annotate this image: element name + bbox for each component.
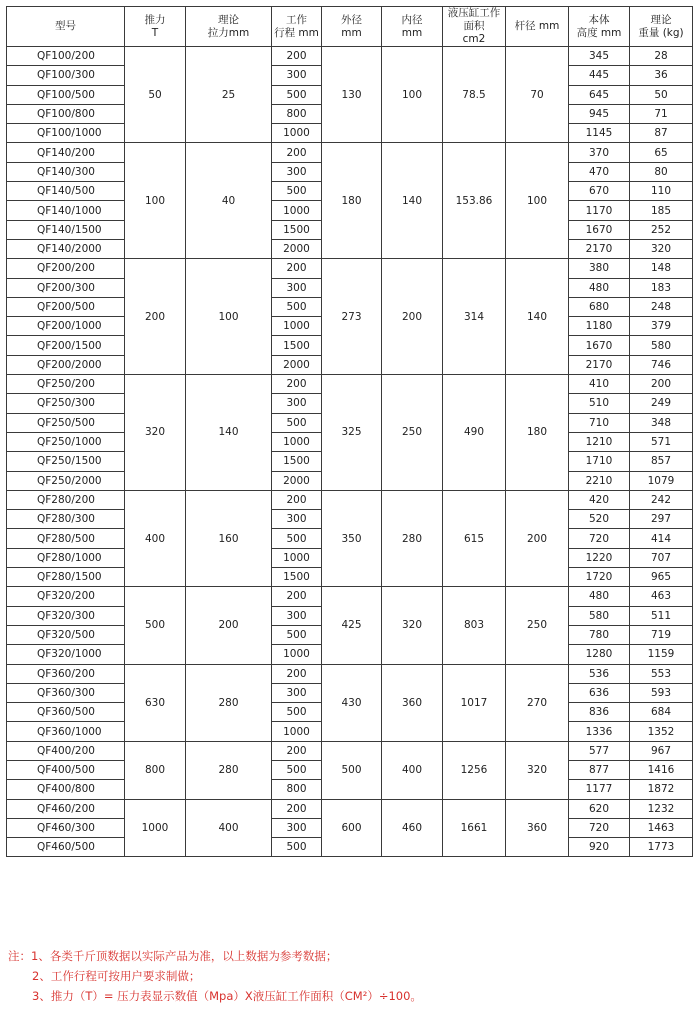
cell-weight: 379 — [630, 317, 693, 336]
header-pull-line: 拉力mm — [207, 26, 250, 39]
cell-model: QF280/200 — [7, 490, 125, 509]
cell-height: 445 — [569, 66, 630, 85]
cell-stroke: 200 — [272, 799, 322, 818]
cell-height: 580 — [569, 606, 630, 625]
cell-stroke: 1500 — [272, 220, 322, 239]
cell-model: QF460/300 — [7, 818, 125, 837]
jack-spec-table — [6, 6, 693, 857]
cell-thrust: 320 — [125, 375, 186, 491]
cell-weight: 1159 — [630, 645, 693, 664]
cell-model: QF280/1000 — [7, 548, 125, 567]
cell-area: 78.5 — [443, 47, 506, 143]
cell-weight: 80 — [630, 162, 693, 181]
cell-weight: 1352 — [630, 722, 693, 741]
cell-weight: 242 — [630, 490, 693, 509]
header-model — [7, 7, 125, 47]
cell-height: 1336 — [569, 722, 630, 741]
table-header-row — [7, 7, 693, 47]
cell-height: 345 — [569, 47, 630, 66]
cell-weight: 571 — [630, 432, 693, 451]
table-row — [7, 741, 693, 760]
cell-rod: 70 — [506, 47, 569, 143]
cell-thrust: 1000 — [125, 799, 186, 857]
cell-weight: 36 — [630, 66, 693, 85]
cell-height: 577 — [569, 741, 630, 760]
cell-weight: 1232 — [630, 799, 693, 818]
cell-area: 1017 — [443, 664, 506, 741]
cell-stroke: 200 — [272, 490, 322, 509]
cell-model: QF400/500 — [7, 760, 125, 779]
cell-od: 430 — [322, 664, 382, 741]
cell-model: QF200/500 — [7, 297, 125, 316]
cell-height: 780 — [569, 625, 630, 644]
cell-weight: 185 — [630, 201, 693, 220]
cell-weight: 553 — [630, 664, 693, 683]
cell-height: 1210 — [569, 432, 630, 451]
table-row — [7, 47, 693, 66]
cell-stroke: 300 — [272, 510, 322, 529]
cell-model: QF100/300 — [7, 66, 125, 85]
header-pull-line: 理论 — [218, 13, 239, 26]
cell-model: QF360/1000 — [7, 722, 125, 741]
cell-stroke: 200 — [272, 664, 322, 683]
cell-stroke: 200 — [272, 375, 322, 394]
cell-stroke: 200 — [272, 259, 322, 278]
cell-model: QF250/2000 — [7, 471, 125, 490]
cell-weight: 580 — [630, 336, 693, 355]
cell-area: 803 — [443, 587, 506, 664]
cell-rod: 200 — [506, 490, 569, 586]
cell-model: QF280/1500 — [7, 568, 125, 587]
cell-weight: 200 — [630, 375, 693, 394]
cell-weight: 252 — [630, 220, 693, 239]
cell-height: 510 — [569, 394, 630, 413]
header-pull — [186, 7, 272, 47]
header-od-line: mm — [341, 26, 362, 39]
cell-weight: 248 — [630, 297, 693, 316]
header-stroke-line: 工作 — [286, 13, 307, 26]
header-od — [322, 7, 382, 47]
cell-model: QF200/300 — [7, 278, 125, 297]
cell-model: QF140/500 — [7, 182, 125, 201]
cell-stroke: 500 — [272, 182, 322, 201]
cell-id: 320 — [382, 587, 443, 664]
cell-weight: 707 — [630, 548, 693, 567]
cell-id: 460 — [382, 799, 443, 857]
cell-stroke: 2000 — [272, 239, 322, 258]
cell-thrust: 200 — [125, 259, 186, 375]
cell-thrust: 50 — [125, 47, 186, 143]
cell-od: 130 — [322, 47, 382, 143]
cell-id: 250 — [382, 375, 443, 491]
header-weight-line: 理论 — [650, 13, 672, 26]
cell-height: 2170 — [569, 355, 630, 374]
cell-height: 945 — [569, 104, 630, 123]
cell-od: 325 — [322, 375, 382, 491]
cell-model: QF360/300 — [7, 683, 125, 702]
cell-weight: 746 — [630, 355, 693, 374]
cell-rod: 100 — [506, 143, 569, 259]
cell-height: 1170 — [569, 201, 630, 220]
table-row — [7, 143, 693, 162]
cell-stroke: 1000 — [272, 722, 322, 741]
cell-height: 480 — [569, 278, 630, 297]
header-stroke — [272, 7, 322, 47]
cell-stroke: 300 — [272, 66, 322, 85]
cell-model: QF320/300 — [7, 606, 125, 625]
cell-stroke: 300 — [272, 606, 322, 625]
cell-height: 645 — [569, 85, 630, 104]
cell-weight: 1773 — [630, 838, 693, 857]
cell-model: QF250/200 — [7, 375, 125, 394]
cell-od: 273 — [322, 259, 382, 375]
cell-stroke: 1000 — [272, 201, 322, 220]
cell-weight: 50 — [630, 85, 693, 104]
cell-stroke: 500 — [272, 703, 322, 722]
cell-stroke: 1500 — [272, 568, 322, 587]
cell-weight: 511 — [630, 606, 693, 625]
cell-area: 1256 — [443, 741, 506, 799]
cell-height: 370 — [569, 143, 630, 162]
cell-model: QF280/500 — [7, 529, 125, 548]
cell-od: 425 — [322, 587, 382, 664]
cell-height: 1180 — [569, 317, 630, 336]
note-line-1: 注：1、各类千斤顶数据以实际产品为准，以上数据为参考数据； — [8, 949, 338, 963]
cell-weight: 148 — [630, 259, 693, 278]
cell-area: 1661 — [443, 799, 506, 857]
cell-weight: 684 — [630, 703, 693, 722]
table-body — [7, 47, 693, 857]
header-stroke-line: 行程 mm — [274, 26, 319, 39]
cell-weight: 967 — [630, 741, 693, 760]
cell-height: 710 — [569, 413, 630, 432]
header-height — [569, 7, 630, 47]
header-weight — [630, 7, 693, 47]
cell-id: 200 — [382, 259, 443, 375]
cell-stroke: 300 — [272, 394, 322, 413]
header-weight-line: 重量 (kg) — [638, 26, 684, 39]
table-row — [7, 490, 693, 509]
cell-stroke: 2000 — [272, 471, 322, 490]
cell-od: 500 — [322, 741, 382, 799]
cell-stroke: 300 — [272, 818, 322, 837]
cell-thrust: 100 — [125, 143, 186, 259]
cell-pull: 100 — [186, 259, 272, 375]
cell-model: QF460/500 — [7, 838, 125, 857]
cell-weight: 965 — [630, 568, 693, 587]
cell-stroke: 500 — [272, 760, 322, 779]
cell-height: 2170 — [569, 239, 630, 258]
cell-stroke: 200 — [272, 741, 322, 760]
cell-area: 153.86 — [443, 143, 506, 259]
cell-od: 350 — [322, 490, 382, 586]
cell-height: 1670 — [569, 336, 630, 355]
cell-model: QF140/200 — [7, 143, 125, 162]
cell-model: QF100/500 — [7, 85, 125, 104]
header-id — [382, 7, 443, 47]
header-height-line: 本体 — [588, 13, 610, 26]
cell-height: 420 — [569, 490, 630, 509]
cell-model: QF320/500 — [7, 625, 125, 644]
cell-model: QF400/800 — [7, 780, 125, 799]
cell-weight: 463 — [630, 587, 693, 606]
cell-thrust: 800 — [125, 741, 186, 799]
cell-model: QF100/200 — [7, 47, 125, 66]
cell-pull: 280 — [186, 664, 272, 741]
cell-model: QF140/300 — [7, 162, 125, 181]
cell-height: 620 — [569, 799, 630, 818]
cell-height: 1720 — [569, 568, 630, 587]
cell-stroke: 1000 — [272, 432, 322, 451]
cell-stroke: 800 — [272, 780, 322, 799]
cell-pull: 25 — [186, 47, 272, 143]
cell-pull: 160 — [186, 490, 272, 586]
cell-thrust: 400 — [125, 490, 186, 586]
cell-stroke: 1000 — [272, 124, 322, 143]
cell-height: 520 — [569, 510, 630, 529]
cell-stroke: 300 — [272, 683, 322, 702]
cell-rod: 360 — [506, 799, 569, 857]
cell-model: QF360/500 — [7, 703, 125, 722]
cell-rod: 180 — [506, 375, 569, 491]
cell-height: 920 — [569, 838, 630, 857]
cell-model: QF200/200 — [7, 259, 125, 278]
cell-rod: 270 — [506, 664, 569, 741]
cell-model: QF140/1500 — [7, 220, 125, 239]
cell-stroke: 1500 — [272, 452, 322, 471]
cell-weight: 110 — [630, 182, 693, 201]
cell-weight: 28 — [630, 47, 693, 66]
cell-rod: 140 — [506, 259, 569, 375]
header-model-line: 型号 — [55, 20, 76, 32]
header-area-line: cm2 — [462, 33, 486, 45]
cell-weight: 1463 — [630, 818, 693, 837]
cell-model: QF200/2000 — [7, 355, 125, 374]
cell-stroke: 500 — [272, 413, 322, 432]
cell-weight: 414 — [630, 529, 693, 548]
cell-thrust: 630 — [125, 664, 186, 741]
cell-stroke: 300 — [272, 162, 322, 181]
cell-stroke: 1000 — [272, 645, 322, 664]
cell-height: 1220 — [569, 548, 630, 567]
cell-stroke: 500 — [272, 529, 322, 548]
cell-weight: 1079 — [630, 471, 693, 490]
header-area — [443, 7, 506, 47]
cell-weight: 71 — [630, 104, 693, 123]
cell-id: 400 — [382, 741, 443, 799]
header-thrust-line: 推力 — [144, 13, 166, 26]
cell-weight: 593 — [630, 683, 693, 702]
cell-height: 380 — [569, 259, 630, 278]
cell-height: 680 — [569, 297, 630, 316]
cell-model: QF200/1000 — [7, 317, 125, 336]
header-rod-line: 杆径 mm — [514, 20, 560, 32]
note-line-3: 3、推力（T）= 压力表显示数值（Mpa）X液压缸工作面积（CM²）÷100。 — [32, 989, 422, 1003]
cell-model: QF320/200 — [7, 587, 125, 606]
cell-stroke: 500 — [272, 838, 322, 857]
cell-stroke: 1000 — [272, 317, 322, 336]
cell-od: 600 — [322, 799, 382, 857]
cell-stroke: 300 — [272, 278, 322, 297]
cell-pull: 40 — [186, 143, 272, 259]
cell-height: 1670 — [569, 220, 630, 239]
header-height-line: 高度 mm — [576, 26, 622, 39]
table-row — [7, 587, 693, 606]
cell-stroke: 200 — [272, 143, 322, 162]
cell-thrust: 500 — [125, 587, 186, 664]
cell-model: QF250/1500 — [7, 452, 125, 471]
cell-area: 490 — [443, 375, 506, 491]
cell-model: QF100/800 — [7, 104, 125, 123]
cell-stroke: 200 — [272, 47, 322, 66]
header-id-line: 内径 — [401, 13, 423, 26]
cell-height: 470 — [569, 162, 630, 181]
cell-stroke: 1500 — [272, 336, 322, 355]
cell-height: 636 — [569, 683, 630, 702]
cell-height: 877 — [569, 760, 630, 779]
cell-rod: 250 — [506, 587, 569, 664]
cell-weight: 249 — [630, 394, 693, 413]
cell-model: QF360/200 — [7, 664, 125, 683]
header-id-line: mm — [401, 26, 423, 39]
cell-stroke: 200 — [272, 587, 322, 606]
cell-weight: 348 — [630, 413, 693, 432]
cell-pull: 400 — [186, 799, 272, 857]
cell-weight: 719 — [630, 625, 693, 644]
cell-model: QF280/300 — [7, 510, 125, 529]
cell-id: 280 — [382, 490, 443, 586]
header-thrust-line: T — [151, 26, 159, 39]
cell-model: QF140/2000 — [7, 239, 125, 258]
cell-model: QF250/300 — [7, 394, 125, 413]
header-thrust — [125, 7, 186, 47]
cell-pull: 200 — [186, 587, 272, 664]
cell-model: QF100/1000 — [7, 124, 125, 143]
header-area-line: 液压缸工作面积 — [447, 7, 501, 32]
table-row — [7, 799, 693, 818]
cell-stroke: 500 — [272, 85, 322, 104]
cell-id: 140 — [382, 143, 443, 259]
cell-height: 1145 — [569, 124, 630, 143]
cell-rod: 320 — [506, 741, 569, 799]
cell-weight: 297 — [630, 510, 693, 529]
cell-model: QF460/200 — [7, 799, 125, 818]
cell-height: 1710 — [569, 452, 630, 471]
cell-area: 314 — [443, 259, 506, 375]
cell-model: QF200/1500 — [7, 336, 125, 355]
cell-height: 536 — [569, 664, 630, 683]
cell-height: 410 — [569, 375, 630, 394]
cell-id: 100 — [382, 47, 443, 143]
cell-od: 180 — [322, 143, 382, 259]
cell-stroke: 500 — [272, 625, 322, 644]
notes-block — [8, 946, 692, 1006]
cell-weight: 65 — [630, 143, 693, 162]
cell-weight: 1872 — [630, 780, 693, 799]
cell-weight: 183 — [630, 278, 693, 297]
note-line-2: 2、工作行程可按用户要求制做； — [32, 969, 201, 983]
cell-model: QF250/500 — [7, 413, 125, 432]
table-row — [7, 664, 693, 683]
cell-stroke: 2000 — [272, 355, 322, 374]
cell-height: 1177 — [569, 780, 630, 799]
cell-stroke: 500 — [272, 297, 322, 316]
cell-weight: 857 — [630, 452, 693, 471]
header-od-line: 外径 — [341, 13, 362, 26]
cell-stroke: 800 — [272, 104, 322, 123]
cell-stroke: 1000 — [272, 548, 322, 567]
cell-pull: 140 — [186, 375, 272, 491]
cell-height: 2210 — [569, 471, 630, 490]
cell-height: 836 — [569, 703, 630, 722]
cell-id: 360 — [382, 664, 443, 741]
table-row — [7, 259, 693, 278]
cell-model: QF140/1000 — [7, 201, 125, 220]
header-rod — [506, 7, 569, 47]
cell-model: QF400/200 — [7, 741, 125, 760]
cell-model: QF320/1000 — [7, 645, 125, 664]
cell-area: 615 — [443, 490, 506, 586]
cell-height: 1280 — [569, 645, 630, 664]
table-row — [7, 375, 693, 394]
cell-height: 670 — [569, 182, 630, 201]
cell-weight: 87 — [630, 124, 693, 143]
cell-model: QF250/1000 — [7, 432, 125, 451]
cell-height: 720 — [569, 818, 630, 837]
cell-weight: 1416 — [630, 760, 693, 779]
cell-weight: 320 — [630, 239, 693, 258]
cell-height: 720 — [569, 529, 630, 548]
cell-height: 480 — [569, 587, 630, 606]
cell-pull: 280 — [186, 741, 272, 799]
